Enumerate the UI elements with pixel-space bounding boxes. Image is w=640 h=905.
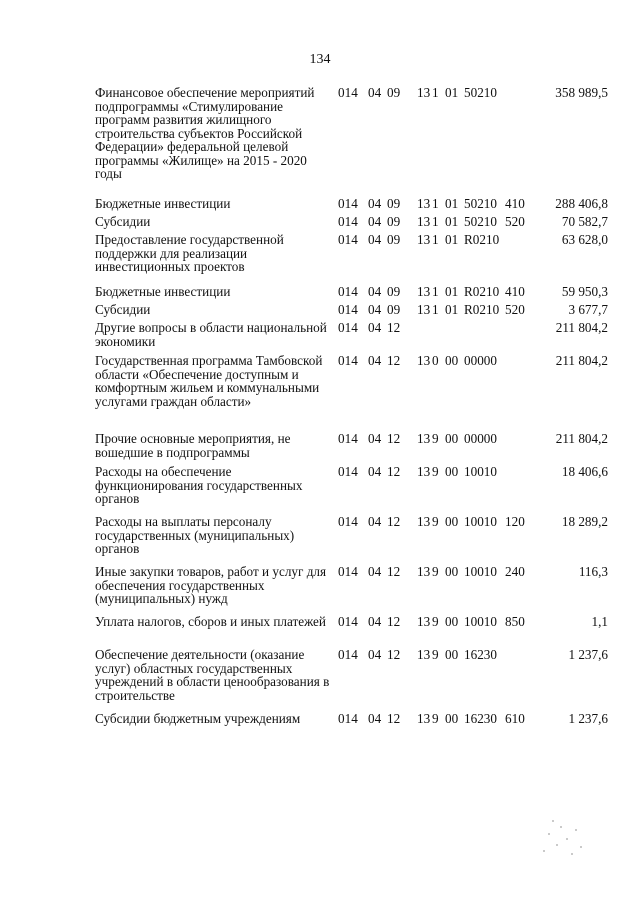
row-cs3: 01 (445, 85, 459, 100)
row-cs4: 00000 (464, 431, 497, 446)
row-sum: 116,3 (578, 564, 608, 579)
row-cs1: 13 (417, 85, 431, 100)
row-cs2: 1 (432, 214, 439, 229)
row-sum: 1,1 (591, 614, 608, 629)
row-cs1: 13 (417, 196, 431, 211)
row-cs2: 9 (432, 564, 439, 579)
row-rz: 04 (368, 214, 382, 229)
row-pr: 12 (387, 614, 401, 629)
row-cs2: 9 (432, 464, 439, 479)
row-ved: 014 (338, 302, 358, 317)
row-cs3: 01 (445, 214, 459, 229)
row-name: Предоставление государственной поддержки для реализации инвестиционных проектов (95, 232, 284, 274)
row-cs3: 00 (445, 564, 459, 579)
row-ved: 014 (338, 196, 358, 211)
row-name: Субсидии бюджетным учреждениям (95, 711, 301, 726)
row-name: Субсидии (95, 302, 151, 317)
row-cs3: 01 (445, 232, 459, 247)
row-ved: 014 (338, 514, 358, 529)
row-cs4: 16230 (464, 647, 497, 662)
row-sum: 1 237,6 (568, 647, 608, 662)
row-ved: 014 (338, 284, 358, 299)
row-cs1: 13 (417, 353, 431, 368)
row-vr: 240 (505, 564, 525, 579)
row-pr: 12 (387, 647, 401, 662)
row-cs3: 01 (445, 302, 459, 317)
row-cs2: 1 (432, 232, 439, 247)
row-cs1: 13 (417, 302, 431, 317)
row-cs4: 10010 (464, 514, 497, 529)
row-sum: 59 950,3 (561, 284, 608, 299)
row-cs2: 9 (432, 514, 439, 529)
row-cs4: 00000 (464, 353, 497, 368)
row-vr: 850 (505, 614, 525, 629)
row-vr: 610 (505, 711, 525, 726)
row-vr: 410 (505, 284, 525, 299)
row-ved: 014 (338, 647, 358, 662)
row-cs1: 13 (417, 284, 431, 299)
row-rz: 04 (368, 196, 382, 211)
row-rz: 04 (368, 647, 382, 662)
row-pr: 12 (387, 711, 401, 726)
row-ved: 014 (338, 214, 358, 229)
row-cs1: 13 (417, 614, 431, 629)
row-cs4: R0210 (464, 302, 500, 317)
row-cs3: 01 (445, 196, 459, 211)
row-name: Обеспечение деятельности (оказание услуг) областных государственных учреждений в области ценообразования в строительстве (95, 647, 330, 703)
row-name: Другие вопросы в области национальной экономики (95, 320, 327, 349)
row-name: Расходы на обеспечение функционирования государственных органов (95, 464, 303, 506)
row-sum: 211 804,2 (555, 431, 608, 446)
row-vr: 520 (505, 214, 525, 229)
row-pr: 09 (387, 302, 401, 317)
row-pr: 12 (387, 564, 401, 579)
row-rz: 04 (368, 564, 382, 579)
row-ved: 014 (338, 464, 358, 479)
row-cs4: 10010 (464, 564, 497, 579)
row-cs1: 13 (417, 711, 431, 726)
row-pr: 09 (387, 284, 401, 299)
row-pr: 09 (387, 214, 401, 229)
row-cs2: 1 (432, 302, 439, 317)
row-name: Субсидии (95, 214, 151, 229)
row-cs3: 01 (445, 284, 459, 299)
row-pr: 12 (387, 464, 401, 479)
row-vr: 520 (505, 302, 525, 317)
row-ved: 014 (338, 431, 358, 446)
row-cs3: 00 (445, 431, 459, 446)
row-cs1: 13 (417, 214, 431, 229)
row-rz: 04 (368, 85, 382, 100)
row-cs2: 0 (432, 353, 439, 368)
row-cs4: 16230 (464, 711, 497, 726)
row-name: Государственная программа Тамбовской области «Обеспечение доступным и комфортным жильем и коммунальными услугами граждан области» (95, 353, 323, 409)
row-cs2: 9 (432, 647, 439, 662)
row-rz: 04 (368, 711, 382, 726)
row-ved: 014 (338, 353, 358, 368)
row-pr: 12 (387, 353, 401, 368)
row-rz: 04 (368, 353, 382, 368)
row-cs2: 9 (432, 711, 439, 726)
row-name: Финансовое обеспечение мероприятий подпрограммы «Стимулирование программ развития жилищного строительства субъектов Российской Федерации» федеральной целевой программы «Жилище» на 2015 - 2020 годы (95, 85, 315, 181)
row-ved: 014 (338, 85, 358, 100)
row-rz: 04 (368, 320, 382, 335)
row-ved: 014 (338, 711, 358, 726)
row-rz: 04 (368, 284, 382, 299)
row-name: Бюджетные инвестиции (95, 196, 231, 211)
row-cs2: 9 (432, 431, 439, 446)
row-ved: 014 (338, 320, 358, 335)
row-cs1: 13 (417, 232, 431, 247)
row-pr: 09 (387, 196, 401, 211)
row-sum: 288 406,8 (555, 196, 608, 211)
row-cs3: 00 (445, 353, 459, 368)
row-cs4: 10010 (464, 614, 497, 629)
row-rz: 04 (368, 514, 382, 529)
row-vr: 410 (505, 196, 525, 211)
row-cs1: 13 (417, 647, 431, 662)
row-name: Иные закупки товаров, работ и услуг для обеспечения государственных (муниципальных) нужд (95, 564, 327, 606)
row-cs4: 50210 (464, 214, 497, 229)
row-cs4: R0210 (464, 232, 500, 247)
row-cs1: 13 (417, 514, 431, 529)
row-rz: 04 (368, 464, 382, 479)
row-ved: 014 (338, 232, 358, 247)
row-cs4: R0210 (464, 284, 500, 299)
row-cs2: 1 (432, 196, 439, 211)
row-name: Расходы на выплаты персоналу государственных (муниципальных) органов (95, 514, 295, 556)
row-name: Уплата налогов, сборов и иных платежей (95, 614, 326, 629)
row-sum: 211 804,2 (555, 353, 608, 368)
row-cs3: 00 (445, 647, 459, 662)
row-cs1: 13 (417, 431, 431, 446)
row-cs3: 00 (445, 614, 459, 629)
row-pr: 09 (387, 85, 401, 100)
row-pr: 12 (387, 431, 401, 446)
row-cs4: 50210 (464, 85, 497, 100)
row-pr: 12 (387, 514, 401, 529)
row-sum: 70 582,7 (561, 214, 608, 229)
row-cs2: 9 (432, 614, 439, 629)
row-cs3: 00 (445, 711, 459, 726)
row-cs2: 1 (432, 85, 439, 100)
row-sum: 358 989,5 (555, 85, 608, 100)
row-vr: 120 (505, 514, 525, 529)
row-cs4: 10010 (464, 464, 497, 479)
row-sum: 18 289,2 (561, 514, 608, 529)
row-rz: 04 (368, 614, 382, 629)
row-sum: 211 804,2 (555, 320, 608, 335)
row-name: Прочие основные мероприятия, не вошедшие в подпрограммы (95, 431, 291, 460)
row-pr: 12 (387, 320, 401, 335)
row-pr: 09 (387, 232, 401, 247)
row-cs3: 00 (445, 514, 459, 529)
page-number: 134 (309, 52, 331, 67)
row-rz: 04 (368, 431, 382, 446)
row-sum: 18 406,6 (561, 464, 608, 479)
row-ved: 014 (338, 564, 358, 579)
row-cs2: 1 (432, 284, 439, 299)
row-sum: 3 677,7 (568, 302, 608, 317)
row-rz: 04 (368, 302, 382, 317)
row-name: Бюджетные инвестиции (95, 284, 231, 299)
row-cs3: 00 (445, 464, 459, 479)
row-cs1: 13 (417, 464, 431, 479)
row-cs4: 50210 (464, 196, 497, 211)
row-sum: 63 628,0 (561, 232, 608, 247)
row-cs1: 13 (417, 564, 431, 579)
row-sum: 1 237,6 (568, 711, 608, 726)
row-rz: 04 (368, 232, 382, 247)
row-ved: 014 (338, 614, 358, 629)
